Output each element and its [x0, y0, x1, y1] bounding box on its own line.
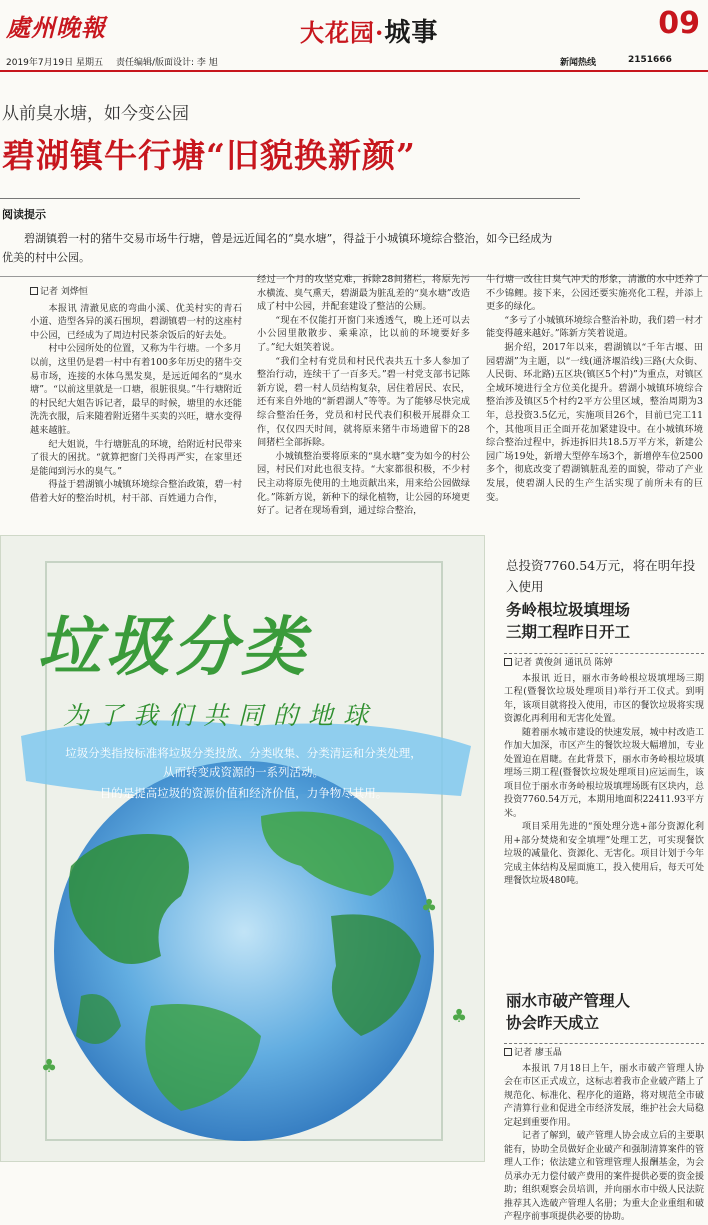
lead-column-3 — [486, 273, 703, 523]
paragraph: “我们全村有党员和村民代表共五十多人参加了整治行动，连续干了一百多天。”碧一村党支部书记陈新方说，碧一村人员结构复杂，居住着居民、农民，还有来自外地的“新碧湖人”等等。为了能够尽快完成综合整治任务，党员和村民代表们积极开展群众工作，仅仅四天时间，就将原来猪牛市场遗留下的28间猪栏全部拆除。 — [257, 355, 470, 449]
paragraph: 本报讯 近日，丽水市务岭根垃圾填埋场三期工程(暨餐饮垃圾处理项目)举行开工仪式。到明年，该项目就将投入使用，市区的餐饮垃圾将实现资源化再利用和无害化处置。 — [504, 673, 704, 724]
byline-box-icon — [504, 658, 512, 666]
divider — [0, 198, 580, 199]
hotline-number: 2151666 — [628, 55, 672, 65]
section-dot: · — [375, 18, 385, 47]
paragraph: 本报讯 清澈见底的弯曲小溪、优美村实的青石小道、造型各异的溪石围坝，碧湖镇碧一村的这座村中公园，已经成为了周边村民茶余饭后的好去处。 — [30, 302, 242, 341]
section-title — [300, 12, 438, 49]
hotline-label: 新闻热线 — [560, 58, 597, 68]
page-number: 09 — [658, 6, 700, 41]
story2-lead: 总投资7760.54万元，将在明年投入使用 — [506, 558, 696, 594]
story2-byline: 记者 黄俊剑 通讯员 陈婷 — [504, 657, 704, 671]
paragraph: 村中公园所处的位置，又称为牛行塘。一个多月以前，这里仍是碧一村中有着100多年历史的猪牛交易市场，连接的水体乌黑发臭，是远近闻名的“臭水塘”。“以前这里就是一口塘，很脏很臭。”牛行塘附近的村民纪大姐告诉记者，最早的时候，塘里的水还能洗洗衣服，后来随着附近猪牛买卖的兴旺，塘水变得越来越脏。 — [30, 343, 242, 436]
story2-headline — [506, 599, 630, 643]
headline-line: 协会昨天成立 — [506, 1013, 600, 1032]
paragraph: 小城镇整治要将原来的“臭水塘”变为如今的村公园，村民们对此也很支持。“大家都很积极，不少村民主动将原先使用的土地贡献出来，用来给公园做绿化。”陈新方说，新种下的绿化植物，让公园的环境更好了。记者在现场看到，通过综合整治， — [257, 450, 470, 517]
lead-column-1 — [30, 286, 242, 521]
lead-byline: 记者 刘烨恒 — [30, 286, 242, 300]
section-sub: 城事 — [384, 18, 439, 48]
lead-headline: 碧湖镇牛行塘“旧貌换新颜” — [2, 136, 416, 175]
meta-bar — [0, 50, 708, 72]
leaf-icon: ♣ — [41, 1056, 58, 1077]
poster-description-2: 从而转变成资源的一系列活动。 — [163, 765, 324, 779]
paragraph: “多亏了小城镇环境综合整治补助，我们碧一村才能变得越来越好。”陈新方笑着说道。 — [486, 314, 703, 340]
divider — [504, 653, 704, 654]
leaf-icon: ♣ — [451, 1006, 468, 1027]
story3-byline: 记者 廖玉晶 — [504, 1047, 704, 1061]
story3-body — [504, 1047, 704, 1222]
poster-description-1: 垃圾分类指按标准将垃圾分类投放、分类收集、分类清运和分类处理， — [65, 746, 422, 760]
lead-column-2 — [257, 273, 470, 523]
section-main: 大花园 — [300, 18, 375, 47]
paragraph: 经过一个月的攻坚克难，拆除28间猪栏，将原先污水横流、臭气熏天，碧湖最为脏乱差的“臭水塘”改造成了村中公园，并配套建设了整洁的公厕。 — [257, 274, 470, 313]
byline-box-icon — [30, 287, 38, 295]
paragraph: 牛行塘一改往日臭气冲天的形象，清澈的水中还养了不少锦鲤。接下来，公园还要实施亮化工程，并添上更多的绿化。 — [486, 274, 703, 313]
paragraph: 得益于碧湖镇小城镇环境综合整治政策，碧一村借着大好的整治时机，村干部、百姓通力合作， — [30, 479, 242, 504]
issue-date: 2019年7月19日 星期五 — [6, 58, 103, 68]
story3-headline — [506, 990, 630, 1034]
headline-line: 丽水市破产管理人 — [506, 991, 631, 1010]
paragraph: “现在不仅能打开窗门来透透气，晚上还可以去小公园里散散步、乘乘凉，比以前的环境要好多了。”纪大姐笑着说。 — [257, 314, 470, 353]
paragraph: 随着丽水城市建设的快速发展，城中村改造工作加大加深，市区产生的餐饮垃圾大幅增加，专业处置迫在眉睫。在此背景下，丽水市务岭根垃圾填埋场三期工程(暨餐饮垃圾处理项目)应运而生，该项目位于丽水市务岭根垃圾填埋场既有区块内，总投资7760.54万元，本期用地面积22411.93平方米。 — [504, 727, 704, 819]
garbage-sorting-poster — [0, 535, 485, 1162]
poster-title: 垃圾分类 — [37, 610, 309, 685]
headline-line: 务岭根垃圾填埋场 — [506, 600, 631, 619]
masthead — [0, 0, 708, 46]
poster-slogan: 为了我们共同的地球 — [63, 701, 379, 730]
reading-guide-label: 阅读提示 — [2, 208, 46, 221]
newspaper-logo: 處州晚報 — [6, 13, 106, 42]
story2-body — [504, 657, 704, 977]
leaf-icon: ♣ — [421, 896, 438, 917]
editors-credit: 责任编辑/版面设计: 李 旭 — [116, 58, 218, 68]
reading-guide-text: 碧湖镇碧一村的猪牛交易市场牛行塘，曾是远近闻名的“臭水塘”，得益于小城镇环境综合整治，如今已经成为优美的村中公园。 — [2, 232, 553, 264]
paragraph: 纪大姐说，牛行塘脏乱的环境，给附近村民带来了很大的困扰。“就算把窗门关得再严实，在家里还是能闻到污水的臭气。” — [30, 438, 242, 477]
byline-box-icon — [504, 1048, 512, 1056]
paragraph: 据介绍，2017年以来，碧湖镇以“千年古堰、田园碧湖”为主题，以“一线(通济堰沿线)三路(大众街、人民街、环北路)五区块(镇区5个村)”为重点，对镇区全域环境进行全方位美化提升。碧湖小城镇环境综合整治涉及镇区5个村约2平方公里区域，整治周期为3年，总投资3.5亿元，实施项目26个，目前已完工11个，其他项目正全面开花加紧建设中。在小城镇环境综合整治过程中，拆违拆旧共18.5万平方米，新建公园广场19处，新增大型停车场3个，新增停车位2500多个，彻底改变了碧湖镇脏乱差的面貌，带动了产业发展，使碧湖人民的生产生活实现了前所未有的巨变。 — [486, 341, 703, 503]
paragraph: 项目采用先进的“预处理分选+部分资源化利用+部分焚烧和安全填埋”处理工艺，可实现餐饮垃圾的减量化、资源化、无害化。项目计划于今年完成主体结构及屋面施工，投入使用后，每天可处理餐饮垃圾480吨。 — [504, 822, 704, 886]
paragraph: 本报讯 7月18日上午，丽水市破产管理人协会在市区正式成立，这标志着我市企业破产踏上了规范化、标准化、程序化的道路，将对规范全市破产清算行业和促进全市经济发展，维护社会大局稳定起到重要作用。 — [504, 1063, 704, 1128]
lead-kicker: 从前臭水塘，如今变公园 — [2, 104, 189, 124]
right-column-stories — [490, 535, 708, 1222]
paragraph: 记者了解到，破产管理人协会成立后的主要职能有，协助全员做好企业破产和强制清算案件的管理人工作；依法建立和管理管理人报酬基金，为会员承办无力偿付破产费用的案件提供必要的资金援助；组织观察会员培训，并向丽水市中级人民法院推荐其入选破产管理人名册；为重大企业重组和破产程序前事项提供必要的协助。 — [504, 1131, 704, 1222]
headline-line: 三期工程昨日开工 — [506, 622, 631, 641]
poster-description-3: 目的是提高垃圾的资源价值和经济价值，力争物尽其用。 — [99, 786, 388, 800]
divider — [504, 1043, 704, 1044]
